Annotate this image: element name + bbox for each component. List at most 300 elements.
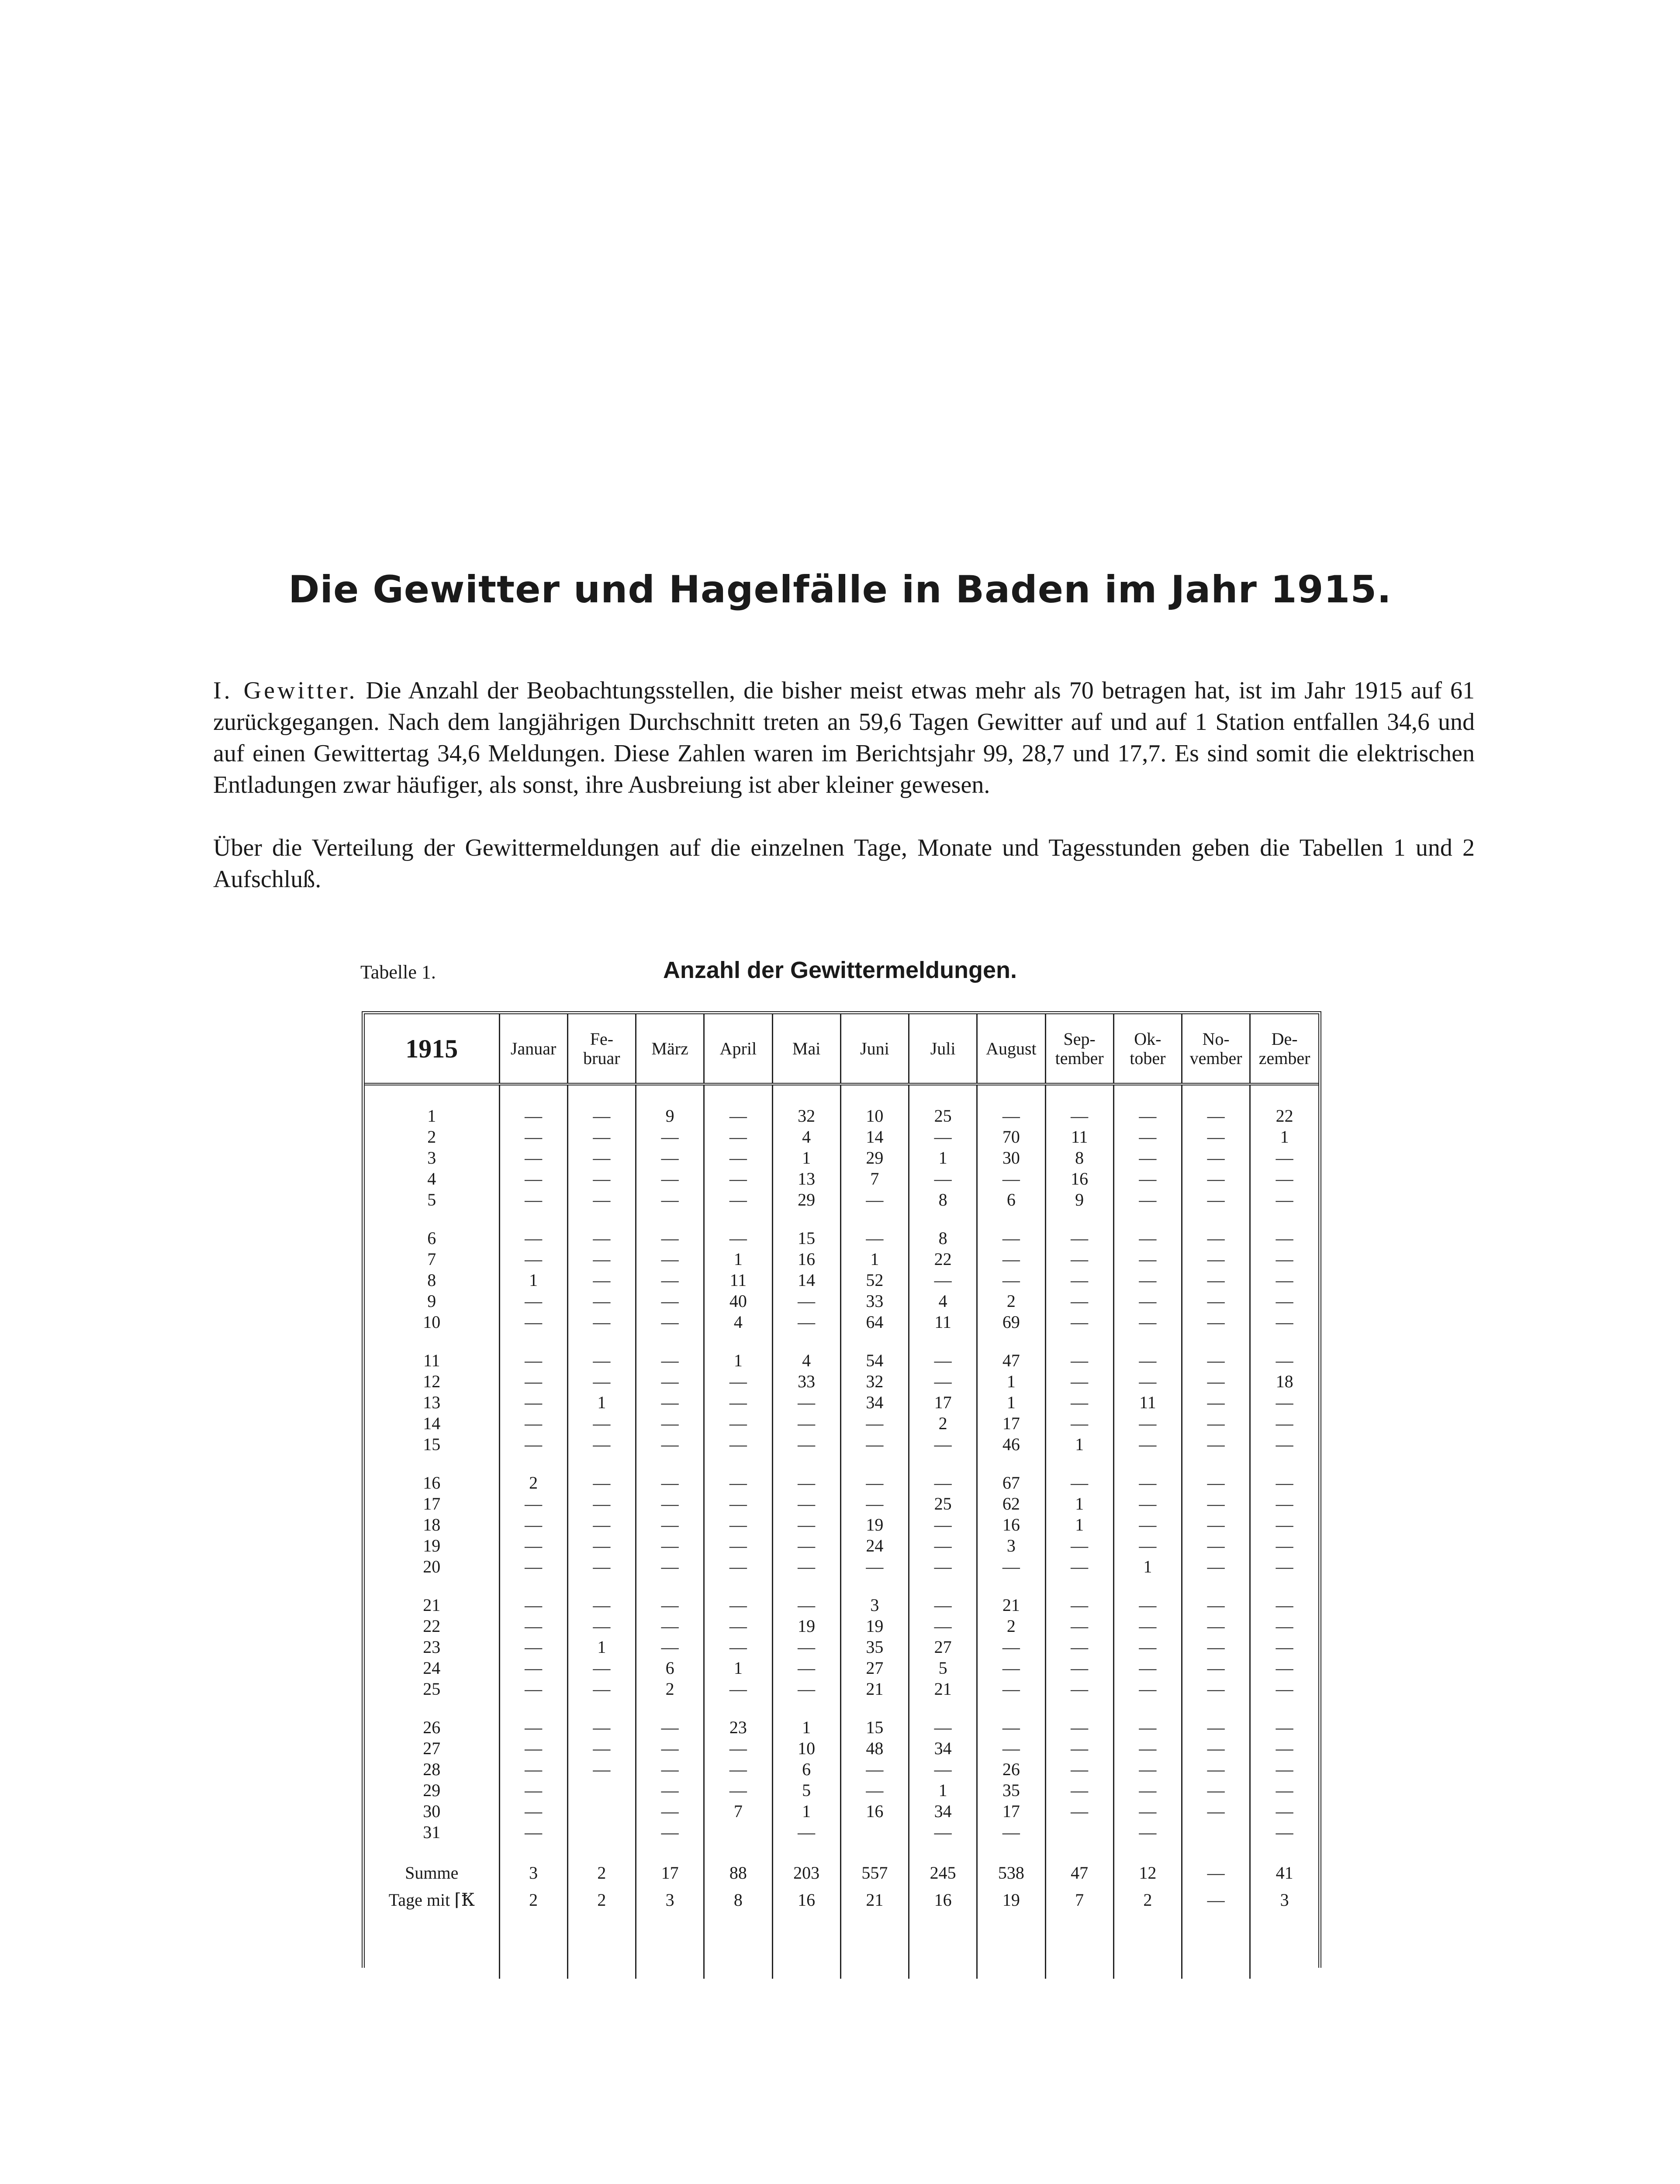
count-cell: — (1250, 1678, 1318, 1699)
count-cell: — (1182, 1514, 1250, 1535)
count-cell: — (772, 1657, 840, 1678)
count-cell: — (1113, 1514, 1182, 1535)
count-cell: — (636, 1189, 704, 1210)
tage-row-cell: 3 (1250, 1886, 1318, 1913)
count-cell: — (1113, 1455, 1182, 1493)
month-header: Januar (499, 1014, 567, 1084)
count-cell: — (1182, 1269, 1250, 1290)
count-cell: 1 (772, 1699, 840, 1738)
count-cell: 1 (499, 1269, 567, 1290)
table-row (365, 1738, 1318, 1759)
count-cell: — (704, 1126, 772, 1147)
count-cell: — (1182, 1189, 1250, 1210)
table-row (365, 1332, 1318, 1371)
count-cell: — (704, 1210, 772, 1248)
table-row (365, 1147, 1318, 1168)
count-cell (567, 1780, 636, 1800)
count-cell: — (977, 1738, 1045, 1759)
count-cell: — (977, 1678, 1045, 1699)
count-cell (704, 1821, 772, 1842)
table-row (365, 1556, 1318, 1577)
count-cell: — (840, 1556, 909, 1577)
count-cell: 1 (567, 1392, 636, 1413)
count-cell: — (499, 1577, 567, 1615)
count-cell: — (636, 1800, 704, 1821)
count-cell: 25 (909, 1493, 977, 1514)
count-cell: — (499, 1210, 567, 1248)
day-cell: 31 (423, 1822, 441, 1842)
count-cell: — (1182, 1371, 1250, 1392)
count-cell: — (636, 1413, 704, 1434)
count-cell: — (636, 1780, 704, 1800)
count-cell: — (909, 1699, 977, 1738)
count-cell: — (704, 1434, 772, 1455)
day-cell: 30 (423, 1801, 441, 1821)
count-cell: 23 (704, 1699, 772, 1738)
count-cell: — (1045, 1413, 1113, 1434)
count-cell: — (636, 1493, 704, 1514)
count-cell: — (1182, 1147, 1250, 1168)
count-cell: — (499, 1311, 567, 1332)
count-cell: — (1045, 1738, 1113, 1759)
count-cell: 1 (704, 1332, 772, 1371)
count-cell: 1 (909, 1780, 977, 1800)
month-header: April (704, 1014, 772, 1084)
count-cell: 30 (977, 1147, 1045, 1168)
paragraph-lead: I. Gewitter. (213, 677, 358, 704)
count-cell: — (636, 1248, 704, 1269)
count-cell: — (1045, 1332, 1113, 1371)
count-cell: — (1182, 1657, 1250, 1678)
count-cell: — (909, 1821, 977, 1842)
count-cell: — (636, 1168, 704, 1189)
count-cell: 16 (772, 1248, 840, 1269)
summe-row-cell: 47 (1045, 1842, 1113, 1886)
count-cell: — (636, 1392, 704, 1413)
count-cell: — (567, 1434, 636, 1455)
count-cell: — (1113, 1147, 1182, 1168)
count-cell: — (499, 1636, 567, 1657)
count-cell: — (1250, 1168, 1318, 1189)
count-cell: — (567, 1189, 636, 1210)
count-cell: 6 (772, 1759, 840, 1780)
count-cell: — (1113, 1699, 1182, 1738)
count-cell: — (1250, 1210, 1318, 1248)
count-cell: — (1182, 1759, 1250, 1780)
count-cell: 1 (772, 1800, 840, 1821)
day-cell: 3 (427, 1147, 436, 1168)
count-cell: 4 (909, 1290, 977, 1311)
count-cell: 1 (1045, 1514, 1113, 1535)
count-cell: — (567, 1577, 636, 1615)
count-cell: 1 (977, 1392, 1045, 1413)
count-cell: — (1113, 1657, 1182, 1678)
count-cell: — (977, 1556, 1045, 1577)
count-cell: — (1045, 1371, 1113, 1392)
count-cell: — (1113, 1535, 1182, 1556)
count-cell: — (499, 1332, 567, 1371)
table-row (365, 1636, 1318, 1657)
count-cell: — (499, 1434, 567, 1455)
count-cell: — (636, 1455, 704, 1493)
count-cell: — (1045, 1455, 1113, 1493)
day-cell: 12 (423, 1371, 441, 1391)
count-cell: — (772, 1821, 840, 1842)
table-row (365, 1392, 1318, 1413)
count-cell: — (909, 1759, 977, 1780)
count-cell: 32 (772, 1084, 840, 1126)
table-title: Anzahl der Gewittermeldungen. (663, 957, 1017, 983)
count-cell: 6 (636, 1657, 704, 1678)
count-cell: — (1250, 1392, 1318, 1413)
count-cell: — (772, 1678, 840, 1699)
count-cell: — (567, 1248, 636, 1269)
count-cell: — (1250, 1434, 1318, 1455)
count-cell: — (772, 1434, 840, 1455)
count-cell (1045, 1821, 1113, 1842)
count-cell: — (704, 1577, 772, 1615)
count-cell: — (840, 1434, 909, 1455)
count-cell: — (1250, 1759, 1318, 1780)
filler-cell (1182, 1913, 1250, 1979)
count-cell: — (499, 1657, 567, 1678)
count-cell: 25 (909, 1084, 977, 1126)
count-cell: — (772, 1636, 840, 1657)
count-cell: — (704, 1147, 772, 1168)
page-title: Die Gewitter und Hagelfälle in Baden im Jahr 1915. (288, 568, 1392, 612)
count-cell: — (636, 1147, 704, 1168)
count-cell: — (1182, 1311, 1250, 1332)
count-cell: — (909, 1535, 977, 1556)
count-cell: — (772, 1455, 840, 1493)
day-cell: 2 (427, 1127, 436, 1147)
count-cell: — (704, 1615, 772, 1636)
paragraph-body: Die Anzahl der Beobachtungsstellen, die bisher meist etwas mehr als 70 betragen hat, ist im Jahr 1915 auf 61 zurückgegangen. Nach dem langjährigen Durchschnitt treten an 59,6 Tagen Gewitter auf und auf 1 Station entfallen 34,6 und auf einen Gewittertag 34,6 Meldungen. Diese Zahlen waren im Berichtsjahr 99, 28,7 und 17,7. Es sind somit die elektrischen Entladungen zwar häufiger, als sonst, ihre Ausbreiung ist aber kleiner gewesen. (213, 677, 1475, 798)
count-cell: 16 (840, 1800, 909, 1821)
count-cell: — (1182, 1636, 1250, 1657)
count-cell: — (1113, 1678, 1182, 1699)
count-cell (567, 1821, 636, 1842)
count-cell: — (1250, 1311, 1318, 1332)
count-cell: 16 (1045, 1168, 1113, 1189)
count-cell: — (1182, 1168, 1250, 1189)
summe-row-cell: 17 (636, 1842, 704, 1886)
count-cell: 7 (840, 1168, 909, 1189)
count-cell: — (1250, 1556, 1318, 1577)
count-cell: 54 (840, 1332, 909, 1371)
count-cell: — (704, 1556, 772, 1577)
count-cell: 11 (909, 1311, 977, 1332)
day-cell: 19 (423, 1535, 441, 1555)
count-cell: 33 (840, 1290, 909, 1311)
count-cell: — (1182, 1535, 1250, 1556)
count-cell: — (909, 1514, 977, 1535)
count-cell: — (840, 1759, 909, 1780)
count-cell: — (1182, 1780, 1250, 1800)
count-cell: 1 (909, 1147, 977, 1168)
day-cell: 6 (427, 1228, 436, 1248)
day-cell: 25 (423, 1679, 441, 1699)
count-cell: — (567, 1556, 636, 1577)
count-cell: 7 (704, 1800, 772, 1821)
day-cell: 11 (423, 1350, 440, 1370)
count-cell: — (704, 1084, 772, 1126)
count-cell: — (499, 1738, 567, 1759)
tage-row-cell: 19 (977, 1886, 1045, 1913)
count-cell: — (1250, 1493, 1318, 1514)
count-cell: — (567, 1371, 636, 1392)
count-cell: 13 (772, 1168, 840, 1189)
count-cell: — (1045, 1311, 1113, 1332)
count-cell: — (499, 1371, 567, 1392)
count-cell: — (772, 1392, 840, 1413)
count-cell: 21 (977, 1577, 1045, 1615)
count-cell: — (1113, 1577, 1182, 1615)
count-cell: 11 (1113, 1392, 1182, 1413)
count-cell: — (704, 1493, 772, 1514)
count-cell: 22 (909, 1248, 977, 1269)
count-cell: — (909, 1556, 977, 1577)
table-row (365, 1371, 1318, 1392)
count-cell: — (1182, 1392, 1250, 1413)
summe-row-cell: 203 (772, 1842, 840, 1886)
count-cell: 26 (977, 1759, 1045, 1780)
count-cell: 22 (1250, 1084, 1318, 1126)
count-cell: — (499, 1514, 567, 1535)
count-cell: — (1045, 1636, 1113, 1657)
filler-cell (365, 1913, 499, 1979)
count-cell: 4 (772, 1126, 840, 1147)
count-cell: — (704, 1168, 772, 1189)
count-cell: — (499, 1821, 567, 1842)
count-cell: — (909, 1126, 977, 1147)
count-cell: — (567, 1535, 636, 1556)
table-row (365, 1126, 1318, 1147)
count-cell: 52 (840, 1269, 909, 1290)
count-cell: — (1250, 1147, 1318, 1168)
count-cell: 3 (840, 1577, 909, 1615)
count-cell: — (772, 1556, 840, 1577)
count-cell: — (1182, 1248, 1250, 1269)
count-cell: — (567, 1210, 636, 1248)
summe-row-cell: 41 (1250, 1842, 1318, 1886)
count-cell: — (1182, 1556, 1250, 1577)
summe-row-cell: 245 (909, 1842, 977, 1886)
day-cell: 29 (423, 1780, 441, 1800)
count-cell: — (1182, 1434, 1250, 1455)
table-row (365, 1615, 1318, 1636)
count-cell: 35 (840, 1636, 909, 1657)
tage-row-cell: 2 (1113, 1886, 1182, 1913)
count-cell: — (1250, 1636, 1318, 1657)
count-cell: — (1182, 1615, 1250, 1636)
count-cell: — (909, 1434, 977, 1455)
filler-cell (1045, 1913, 1113, 1979)
count-cell: — (840, 1413, 909, 1434)
count-cell: — (909, 1332, 977, 1371)
filler-cell (840, 1913, 909, 1979)
count-cell: — (1045, 1290, 1113, 1311)
count-cell: — (772, 1413, 840, 1434)
count-cell: — (499, 1392, 567, 1413)
day-cell: 22 (423, 1616, 441, 1636)
count-cell: 16 (977, 1514, 1045, 1535)
count-cell: 11 (1045, 1126, 1113, 1147)
count-cell: — (1113, 1248, 1182, 1269)
filler-cell (1113, 1913, 1182, 1979)
count-cell: — (704, 1413, 772, 1434)
filler-cell (704, 1913, 772, 1979)
count-cell: — (1182, 1678, 1250, 1699)
count-cell: — (567, 1759, 636, 1780)
filler-cell (636, 1913, 704, 1979)
year-header: 1915 (365, 1014, 499, 1084)
count-cell: — (977, 1168, 1045, 1189)
count-cell: — (704, 1759, 772, 1780)
count-cell: — (567, 1678, 636, 1699)
count-cell: — (772, 1535, 840, 1556)
count-cell: — (499, 1084, 567, 1126)
count-cell: — (1182, 1738, 1250, 1759)
count-cell: — (636, 1290, 704, 1311)
count-cell: — (1113, 1290, 1182, 1311)
summe-row-cell: 538 (977, 1842, 1045, 1886)
day-cell: 15 (423, 1434, 441, 1454)
count-cell: — (1045, 1210, 1113, 1248)
count-cell: — (909, 1371, 977, 1392)
table-row (365, 1678, 1318, 1699)
count-cell: — (704, 1455, 772, 1493)
day-cell: 17 (423, 1493, 441, 1514)
count-cell: — (1045, 1657, 1113, 1678)
count-cell: — (567, 1168, 636, 1189)
day-cell: 4 (427, 1168, 436, 1189)
count-cell: — (567, 1699, 636, 1738)
count-cell: — (1250, 1269, 1318, 1290)
month-header: Ok- tober (1113, 1014, 1182, 1084)
count-cell: — (636, 1535, 704, 1556)
filler-cell (1250, 1913, 1318, 1979)
month-header: No- vember (1182, 1014, 1250, 1084)
table-row (365, 1210, 1318, 1248)
count-cell: — (1045, 1269, 1113, 1290)
count-cell: 29 (772, 1189, 840, 1210)
count-cell: 67 (977, 1455, 1045, 1493)
count-cell: — (636, 1126, 704, 1147)
day-cell: 16 (423, 1472, 441, 1493)
count-cell: 21 (909, 1678, 977, 1699)
filler-cell (499, 1913, 567, 1979)
count-cell: — (1113, 1371, 1182, 1392)
gewitter-table (365, 1014, 1318, 1979)
filler-cell (772, 1913, 840, 1979)
table-header-row (365, 1014, 1318, 1084)
tage-row-cell: 3 (636, 1886, 704, 1913)
table-row (365, 1168, 1318, 1189)
count-cell: — (1045, 1577, 1113, 1615)
count-cell: 3 (977, 1535, 1045, 1556)
count-cell: 1 (977, 1371, 1045, 1392)
table-row (365, 1084, 1318, 1126)
summe-row-label: Summe (405, 1863, 459, 1883)
count-cell: 2 (909, 1413, 977, 1434)
count-cell: — (636, 1577, 704, 1615)
tage-row-cell: 2 (567, 1886, 636, 1913)
count-cell: — (1113, 1636, 1182, 1657)
count-cell: — (1250, 1738, 1318, 1759)
count-cell: 27 (840, 1657, 909, 1678)
count-cell: — (636, 1738, 704, 1759)
month-header: De- zember (1250, 1014, 1318, 1084)
table-row (365, 1493, 1318, 1514)
count-cell: — (704, 1678, 772, 1699)
count-cell: — (772, 1493, 840, 1514)
count-cell: — (1113, 1332, 1182, 1371)
count-cell: — (1045, 1780, 1113, 1800)
count-cell: — (499, 1168, 567, 1189)
day-cell: 1 (427, 1106, 436, 1126)
count-cell: 4 (704, 1311, 772, 1332)
count-cell: — (1113, 1311, 1182, 1332)
count-cell: — (704, 1189, 772, 1210)
day-cell: 13 (423, 1392, 441, 1412)
count-cell: — (567, 1147, 636, 1168)
count-cell: — (1250, 1615, 1318, 1636)
count-cell: — (977, 1084, 1045, 1126)
count-cell: — (499, 1493, 567, 1514)
table-row (365, 1311, 1318, 1332)
count-cell: — (1250, 1413, 1318, 1434)
count-cell: — (1182, 1084, 1250, 1126)
count-cell: 19 (840, 1615, 909, 1636)
count-cell: — (704, 1535, 772, 1556)
count-cell (1182, 1821, 1250, 1842)
table-row (365, 1248, 1318, 1269)
count-cell: — (909, 1269, 977, 1290)
count-cell: 11 (704, 1269, 772, 1290)
tage-row-cell: 16 (909, 1886, 977, 1913)
table-label: Tabelle 1. (360, 961, 436, 983)
count-cell: 17 (977, 1413, 1045, 1434)
count-cell: — (977, 1269, 1045, 1290)
count-cell: 2 (977, 1615, 1045, 1636)
day-cell: 5 (427, 1189, 436, 1209)
count-cell: — (567, 1413, 636, 1434)
count-cell: — (1113, 1821, 1182, 1842)
count-cell: 14 (840, 1126, 909, 1147)
count-cell: — (772, 1514, 840, 1535)
table-row (365, 1800, 1318, 1821)
count-cell: — (977, 1210, 1045, 1248)
summe-row-cell: 557 (840, 1842, 909, 1886)
table-row (365, 1189, 1318, 1210)
summe-row-cell: 12 (1113, 1842, 1182, 1886)
count-cell: 8 (909, 1210, 977, 1248)
count-cell: — (1113, 1084, 1182, 1126)
count-cell: — (1250, 1189, 1318, 1210)
table-row (365, 1290, 1318, 1311)
count-cell: 1 (567, 1636, 636, 1657)
count-cell: — (1182, 1493, 1250, 1514)
count-cell: — (977, 1821, 1045, 1842)
count-cell: — (499, 1248, 567, 1269)
count-cell: 10 (772, 1738, 840, 1759)
count-cell: — (704, 1636, 772, 1657)
count-cell: 17 (909, 1392, 977, 1413)
count-cell: — (1045, 1699, 1113, 1738)
summe-row (365, 1842, 1318, 1886)
count-cell: — (499, 1615, 567, 1636)
